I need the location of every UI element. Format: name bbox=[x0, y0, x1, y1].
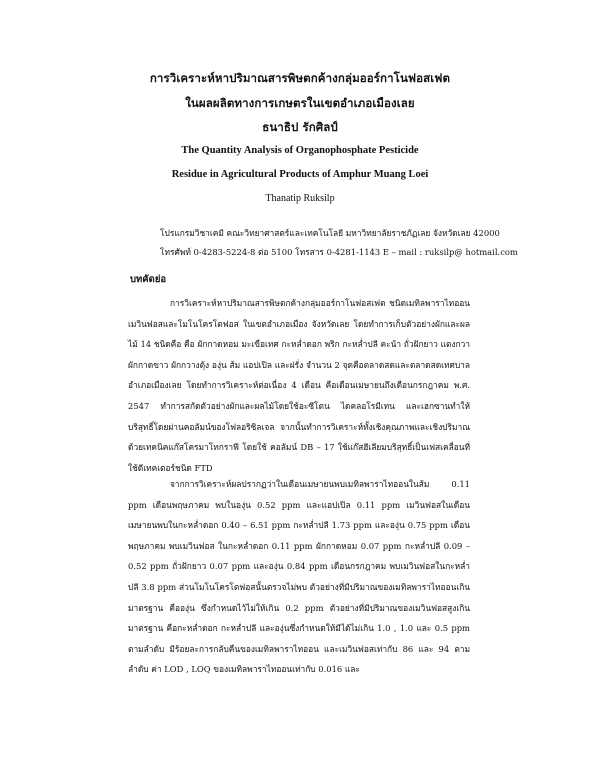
abstract-paragraph-1 bbox=[128, 293, 470, 478]
abstract-paragraph-2 bbox=[128, 474, 470, 680]
english-title-line-2: Residue in Agricultural Products of Amphur Muang Loei bbox=[171, 169, 429, 180]
abstract-paragraph-2-text: จากการวิเคราะห์ผลปรากฏว่าในเดือนเมษายนพบเมทิลพาราไทออนในส้ม 0.11 ppm เดือนพฤษภาคม พบในองุ่น 0.52 ppm และแอปเปิล 0.11 ppm เมวินฟอสในเดือนเมษายนพบในกะหล่ำดอก 0.40 – 6.51 ppm กะหล่ำปลี 1.73 ppm และองุ่น 0.75 ppm เดือนพฤษภาคม พบเมวินฟอส ในกะหล่ำดอก 0.11 ppm ผักกาดหอม 0.07 ppm กะหล่ำปลี 0.09 – 0.52 ppm ถั่วฝักยาว 0.07 ppm และองุ่น 0.84 ppm เดือนกรกฎาคม พบเมวินฟอสในกะหล่ำปลี 3.8 ppm ส่วนโมโนโครโตฟอสนั้นตรวจไม่พบ ตัวอย่างที่มีปริมาณของเมทิลพาราไทออนเกินมาตรฐาน คือองุ่น ซึ่งกำหนดไว้ไม่ให้เกิน 0.2 ppm ตัวอย่างที่มีปริมาณของเมวินฟอสสูงเกินมาตรฐาน คือกะหล่ำดอก กะหล่ำปลี และองุ่นซึ่งกำหนดให้มีได้ไม่เกิน 1.0 , 1.0 และ 0.5 ppm ตามลำดับ มีร้อยละการกลับคืนของเมทิลพาราไทออน และเมวินฟอสเท่ากับ 86 และ 94 ตามลำดับ ค่า LOD , LOQ ของเมทิลพาราไทออนเท่ากับ 0.016 และ bbox=[128, 479, 470, 675]
english-title-line-1: The Quantity Analysis of Organophosphate Pesticide bbox=[181, 145, 419, 156]
abstract-heading: บทคัดย่อ bbox=[130, 274, 167, 285]
thai-author-name: ธนาธิป รักศิลป์ bbox=[262, 120, 338, 134]
thai-title-line-2: ในผลผลิตทางการเกษตรในเขตอำเภอเมืองเลย bbox=[185, 96, 415, 110]
affiliation-line-1: โปรแกรมวิชาเคมี คณะวิทยาศาสตร์และเทคโนโลยี มหาวิทยาลัยราชภัฏเลย จังหวัดเลย 42000 bbox=[160, 228, 500, 238]
english-author-name: Thanatip Ruksilp bbox=[265, 193, 335, 204]
abstract-paragraph-1-text: การวิเคราะห์หาปริมาณสารพิษตกค้างกลุ่มออร์กาโนฟอสเฟต ชนิดเมทิลพาราไทออน เมวินฟอสและโมโนโครโตฟอส ในเขตอำเภอเมือง จังหวัดเลย โดยทำการเก็บตัวอย่างผักและผลไม้ 14 ชนิดคือ คือ ผักกาดหอม มะเขือเทศ กะหล่ำดอก พริก กะหล่ำปลี คะน้า ถั่วฝักยาว แตงกวา ผักกาดขาว ผักกวางตุ้ง องุ่น ส้ม แอปเปิล และฝรั่ง จำนวน 2 จุดคือตลาดสดและตลาดสดเทศบาลอำเภอเมืองเลย โดยทำการวิเคราะห์ต่อเนื่อง 4 เดือน คือเดือนเมษายนถึงเดือนกรกฎาคม พ.ศ. 2547 ทำการสกัดตัวอย่างผักและผลไม้โดยใช้อะซีโตน ไดคลอโรมีเทน และเฮกซานทำให้บริสุทธิ์โดยผ่านคอลัมน์ของโฟลอริซิลเจล จากนั้นทำการวิเคราะห์ทั้งเชิงคุณภาพและเชิงปริมาณด้วยเทคนิคแก๊สโครมาโทกราฟี โดยใช้ คอลัมน์ DB – 17 ใช้แก๊สฮีเลียมบริสุทธิ์เป็นเฟสเคลื่อนที่ ใช้ดีเทคเตอร์ชนิด FTD bbox=[128, 298, 470, 473]
thai-title-line-1: การวิเคราะห์หาปริมาณสารพิษตกค้างกลุ่มออร์กาโนฟอสเฟต bbox=[149, 71, 451, 85]
affiliation-line-2: โทรศัพท์ 0-4283-5224-8 ต่อ 5100 โทรสาร 0-4281-1143 E – mail : ruksilp@ hotmail.com bbox=[160, 247, 518, 257]
